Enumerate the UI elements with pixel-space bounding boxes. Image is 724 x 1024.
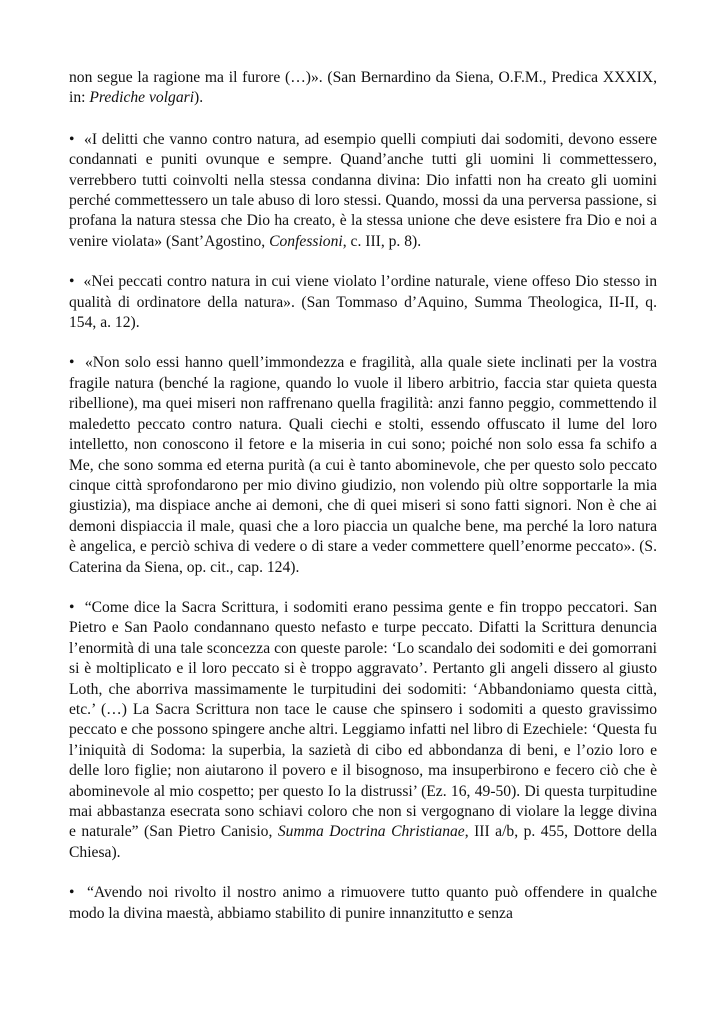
quote-tommaso — [69, 272, 657, 333]
text-run: «Non solo essi hanno quell’immondezza e fragilità, alla quale siete inclinati per la vostra fragile natura (benché la ragione, quando lo vuole il libero arbitrio, faccia star quieta questa ribellione), ma quei miseri non raffrenano quella fragilità: anzi fanno peggio, commettendo il maledetto peccato contro natura. Quali ciechi e stolti, essendo offuscato il lume del loro intelletto, non conoscono il fetore e la miseria in cui sono; poiché non solo essa fa schifo a Me, che sono somma ed eterna purità (a cui è tanto abominevole, che per questo solo peccato cinque città sprofondarono per mio divino giudizio, non volendo più oltre sopportarle la mia giustizia), ma dispiace anche ai demoni, che di quei miseri si sono fatti signori. Non è che ai demoni dispiaccia il male, quasi che a loro piaccia un qualche bene, ma perché la loro natura è angelica, e perciò schiva di vedere o di stare a veder commettere quell’enorme peccato». (S. Caterina da Siena, op. cit., cap. 124). — [69, 354, 658, 576]
italic-title: Confessioni — [269, 232, 343, 250]
text-run: «I delitti che vanno contro natura, ad esempio quelli compiuti dai sodomiti, devono essere condannati e puniti ovunque e sempre. Quand’anche tutti gli uomini li commettessero, verrebbero tutti coinvolti nella stessa condanna divina: Dio infatti non ha creato gli uomini perché commettessero un tale abuso di loro stessi. Quando, mossi da una perversa passione, si profana la natura stessa che Dio ha creato, è la stessa unione che deve esistere fra Dio e noi a venire violata» (Sant’Agostino, — [69, 130, 658, 250]
document-page — [69, 68, 657, 944]
text-run: ). — [194, 89, 204, 107]
italic-title: Summa Doctrina Christianae — [277, 823, 465, 841]
text-run: , c. III, p. 8). — [342, 232, 422, 250]
quote-caterina — [69, 353, 657, 577]
quote-agostino — [69, 130, 657, 252]
italic-title: Prediche volgari — [89, 89, 195, 107]
paragraph-continuation — [69, 68, 657, 109]
text-run: «Nei peccati contro natura in cui viene violato l’ordine naturale, viene offeso Dio stesso in qualità di ordinatore della natura». (San Tommaso d’Aquino, Summa Theologica, II-II, q. 154, a. 12). — [69, 273, 657, 332]
text-run: non segue la ragione ma il furore (…)». (San Bernardino da Siena, O.F.M., Predica XXXIX, in: — [69, 69, 657, 107]
text-run: “Avendo noi rivolto il nostro animo a rimuovere tutto quanto può offendere in qualche modo la divina maestà, abbiamo stabilito di punire innanzitutto e senza — [69, 884, 657, 922]
quote-final-partial — [69, 883, 657, 924]
text-run: , III a/b, p. 455, Dottore della Chiesa). — [69, 823, 657, 861]
text-run: “Come dice la Sacra Scrittura, i sodomiti erano pessima gente e fin troppo peccatori. San Pietro e San Paolo condannano questo nefasto e turpe peccato. Difatti la Scrittura denuncia l’enormità di una tale sconcezza con queste parole: ‘Lo scandalo dei sodomiti e dei gomorrani si è moltiplicato e il loro peccato si è troppo aggravato’. Pertanto gli angeli dissero al giusto Loth, che aborriva massimamente le turpitudini dei sodomiti: ‘Abbandoniamo questa città, etc.’ (…) La Sacra Scrittura non tace le cause che spinsero i sodomiti a questo gravissimo peccato e che possono spingere anche altri. Leggiamo infatti nel libro di Ezechiele: ‘Questa fu l’iniquità di Sodoma: la superbia, la sazietà di cibo ed abbondanza di beni, e l’ozio loro e delle loro figlie; non aiutarono il povero e il bisognoso, ma insuperbirono e fecero ciò che è abominevole al mio cospetto; per questo Io la distrussi’ (Ez. 16, 49-50). Di questa turpitudine mai abbastanza esecrata sono schiavi coloro che non si vergognano di violare la legge divina e naturale” (San Pietro Canisio, — [69, 598, 657, 841]
quote-canisio — [69, 598, 657, 863]
